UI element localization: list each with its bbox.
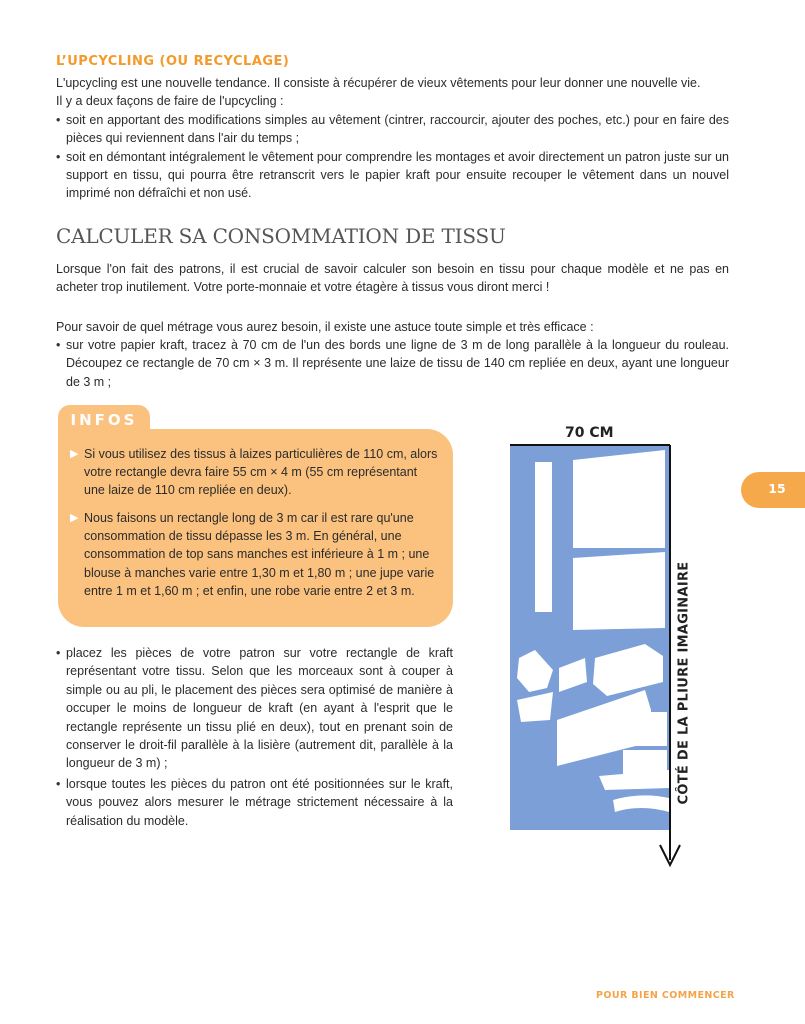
pattern-piece [535,462,552,612]
pattern-piece [573,450,665,548]
list-item: • placez les pièces de votre patron sur votre rectangle de kraft représentant votre tissu. Selon que les morceaux sont à couper à simple ou au pli, le placement des pièces sera optimisé de manière à occuper le moins de longueur de kraft (en ayant à l'esprit que le rectangle représente un tissu plié en deux), tout en prenant soin de conserver le droit-fil parallèle à la lisière (autrement dit, parallèle à la longueur de 3 m) ; [56,644,453,773]
calculer-para-2: Pour savoir de quel métrage vous aurez besoin, il existe une astuce toute simple et très efficace : [56,320,594,334]
page-footer: POUR BIEN COMMENCER [596,990,735,1001]
list-item: • lorsque toutes les pièces du patron ont été positionnées sur le kraft, vous pouvez alors mesurer le métrage strictement nécessaire à la réalisation du modèle. [56,775,453,830]
upcycling-heading: L’UPCYCLING (OU RECYCLAGE) [56,54,290,69]
infos-item [70,445,440,500]
page-number: 15 [768,481,786,496]
upcycling-intro-2: Il y a deux façons de faire de l'upcycling : [56,94,284,109]
pattern-piece [623,712,667,746]
calculer-list-2 [56,644,453,830]
upcycling-text [56,74,729,203]
calculer-heading: CALCULER SA CONSOMMATION DE TISSU [56,224,506,248]
list-item: • soit en apportant des modifications simples au vêtement (cintrer, raccourcir, ajouter des poches, etc.) pour en faire des pièces qui reviennent dans l'air du temps ; [56,111,729,148]
infos-item [70,509,440,600]
triangle-bullet-icon: ▶ [70,448,79,460]
list-item: • soit en démontant intégralement le vêtement pour comprendre les montages et avoir directement un patron juste sur un support en tissu, qui pourra être retranscrit vers le papier kraft pour ensuite recouper le vêtement dans un nouvel imprimé non défraîchi et non usé. [56,148,729,203]
fabric-layout-diagram [495,420,700,880]
upcycling-list [56,111,729,203]
list-item: • sur votre papier kraft, tracez à 70 cm de l'un des bords une ligne de 3 m de long parallèle à la longueur du rouleau. Découpez ce rectangle de 70 cm × 3 m. Il représente une laize de tissu de 140 cm repliée en deux, ayant une longueur de 3 m ; [56,336,729,391]
infos-item-text: Nous faisons un rectangle long de 3 m car il est rare qu'une consommation de tissu dépasse les 3 m. En général, une consommation de top sans manches est inférieure à 1 m ; une blouse à manches varie entre 1,30 m et 1,80 m ; une jupe varie entre 1 m et 1,60 m ; et enfin, une robe varie entre 2 et 3 m. [84,511,435,598]
triangle-bullet-icon: ▶ [70,512,79,524]
infos-item-text: Si vous utilisez des tissus à laizes particulières de 110 cm, alors votre rectangle devra faire 55 cm × 4 m (55 cm représentant une laize de 110 cm repliée en deux). [84,447,438,498]
pattern-piece [573,552,665,630]
fold-label: CÔTÉ DE LA PLIURE IMAGINAIRE [676,561,692,805]
infos-title: INFOS [70,411,138,429]
width-label: 70 CM [565,425,614,441]
upcycling-intro: L'upcycling est une nouvelle tendance. Il consiste à récupérer de vieux vêtements pour leur donner une nouvelle vie. [56,76,701,90]
calculer-para-1: Lorsque l'on fait des patrons, il est crucial de savoir calculer son besoin en tissu pour chaque modèle et ne pas en acheter trop inutilement. Votre porte-monnaie et votre étagère à tissus vous diront merci ! [56,262,729,295]
calculer-list-1 [56,336,729,391]
